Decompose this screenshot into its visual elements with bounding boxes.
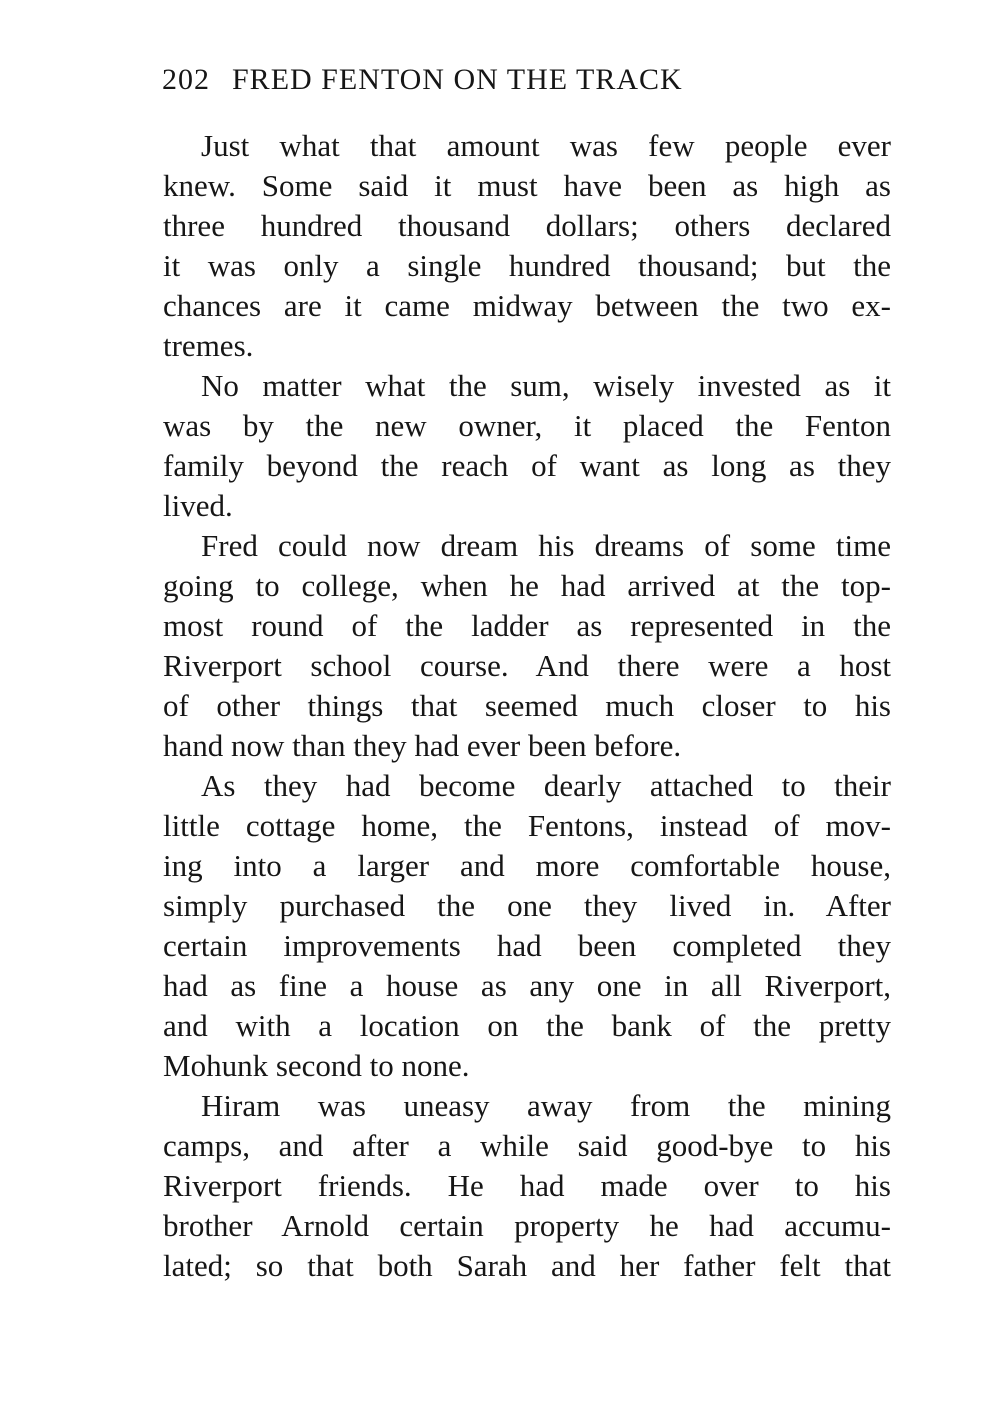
text-line: Mohunk second to none. xyxy=(163,1048,470,1083)
text-line: most round of the ladder as represented in the xyxy=(163,608,891,643)
paragraph xyxy=(163,126,891,366)
text-line: Fred could now dream his dreams of some time xyxy=(201,528,891,563)
text-line: hand now than they had ever been before. xyxy=(163,728,682,763)
text-line: Hiram was uneasy away from the mining xyxy=(201,1088,891,1123)
text-line: Riverport friends. He had made over to his xyxy=(163,1168,891,1203)
text-line: was by the new owner, it placed the Fenton xyxy=(163,408,891,443)
text-line: ing into a larger and more comfortable house, xyxy=(163,848,891,883)
page-number: 202 xyxy=(162,63,210,96)
text-line: little cottage home, the Fentons, instead of mov- xyxy=(163,808,891,843)
text-line: certain improvements had been completed they xyxy=(163,928,891,963)
text-line: No matter what the sum, wisely invested as it xyxy=(201,368,891,403)
text-line: camps, and after a while said good-bye to his xyxy=(163,1128,891,1163)
text-line: of other things that seemed much closer to his xyxy=(163,688,891,723)
paragraph xyxy=(163,766,891,1086)
running-title: FRED FENTON ON THE TRACK xyxy=(232,63,683,96)
text-line: brother Arnold certain property he had accumu- xyxy=(163,1208,891,1243)
text-line: had as fine a house as any one in all Riverport, xyxy=(163,968,891,1003)
text-line: knew. Some said it must have been as high as xyxy=(163,168,891,203)
text-line: chances are it came midway between the two ex- xyxy=(163,288,891,323)
paragraph xyxy=(163,526,891,766)
text-line: going to college, when he had arrived at the top- xyxy=(163,568,891,603)
text-line: As they had become dearly attached to their xyxy=(201,768,891,803)
text-line: tremes. xyxy=(163,328,254,363)
text-line: lated; so that both Sarah and her father felt that xyxy=(163,1248,891,1283)
text-line: it was only a single hundred thousand; but the xyxy=(163,248,891,283)
text-line: three hundred thousand dollars; others declared xyxy=(163,208,891,243)
body-text xyxy=(163,126,891,1286)
paragraph xyxy=(163,366,891,526)
text-line: and with a location on the bank of the pretty xyxy=(163,1008,891,1043)
text-line: Riverport school course. And there were a host xyxy=(163,648,891,683)
text-line: lived. xyxy=(163,488,233,523)
text-line: simply purchased the one they lived in. After xyxy=(163,888,891,923)
running-header xyxy=(162,60,892,100)
text-line: Just what that amount was few people ever xyxy=(201,128,891,163)
paragraph xyxy=(163,1086,891,1286)
text-line: family beyond the reach of want as long as they xyxy=(163,448,891,483)
